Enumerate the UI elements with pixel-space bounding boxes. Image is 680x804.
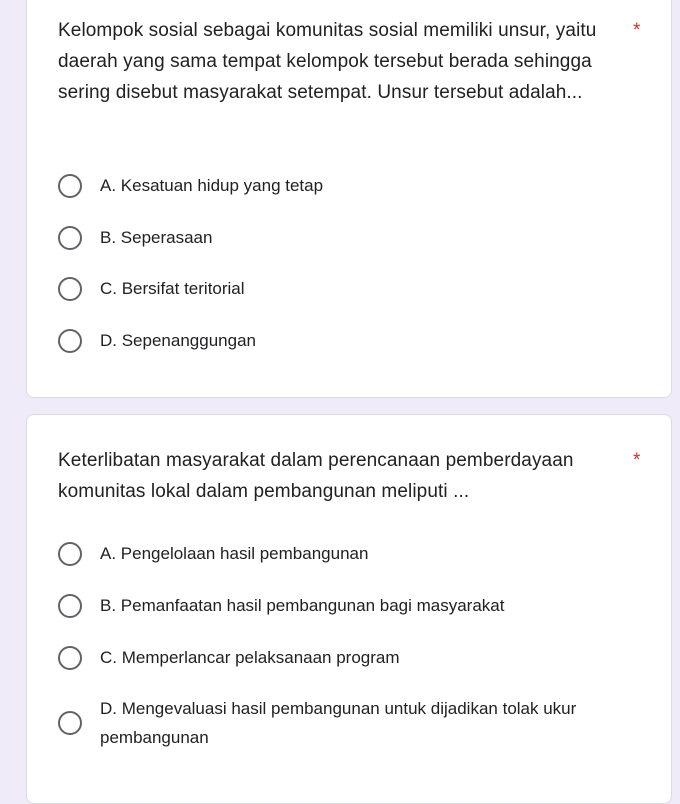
option-label: A. Pengelolaan hasil pembangunan: [100, 544, 369, 563]
option-label: D. Sepenanggungan: [100, 331, 256, 350]
question-2-option-d[interactable]: [58, 694, 648, 752]
question-2-option-a[interactable]: [58, 539, 648, 568]
question-2-option-c[interactable]: [58, 643, 648, 672]
radio-button-icon[interactable]: [58, 542, 82, 566]
radio-button-icon[interactable]: [58, 174, 82, 198]
radio-button-icon[interactable]: [58, 711, 82, 735]
radio-button-icon[interactable]: [58, 594, 82, 618]
question-1-option-c[interactable]: [58, 274, 648, 303]
option-label: C. Memperlancar pelaksanaan program: [100, 648, 400, 667]
question-card-2: [26, 414, 672, 804]
question-1-text: Kelompok sosial sebagai komunitas sosial memiliki unsur, yaitu daerah yang sama tempat kelompok tersebut berada sehingga sering disebut masyarakat setempat. Unsur tersebut adalah...: [58, 20, 597, 103]
option-label: C. Bersifat teritorial: [100, 279, 245, 298]
option-label: A. Kesatuan hidup yang tetap: [100, 176, 324, 195]
question-2-text: Keterlibatan masyarakat dalam perencanaan pemberdayaan komunitas lokal dalam pembangunan meliputi ...: [58, 450, 574, 502]
option-label: B. Seperasaan: [100, 228, 213, 247]
question-1-option-d[interactable]: [58, 326, 648, 355]
question-2-option-b[interactable]: [58, 591, 648, 620]
radio-button-icon[interactable]: [58, 226, 82, 250]
option-label: D. Mengevaluasi hasil pembangunan untuk dijadikan tolak ukur pembangunan: [100, 699, 577, 747]
radio-button-icon[interactable]: [58, 277, 82, 301]
required-asterisk: *: [633, 20, 641, 41]
radio-button-icon[interactable]: [58, 646, 82, 670]
question-card-1: [26, 0, 672, 398]
option-label: B. Pemanfaatan hasil pembangunan bagi masyarakat: [100, 596, 505, 615]
radio-button-icon[interactable]: [58, 329, 82, 353]
question-1-option-b[interactable]: [58, 223, 648, 252]
question-1-option-a[interactable]: [58, 171, 648, 200]
required-asterisk: *: [633, 450, 641, 471]
